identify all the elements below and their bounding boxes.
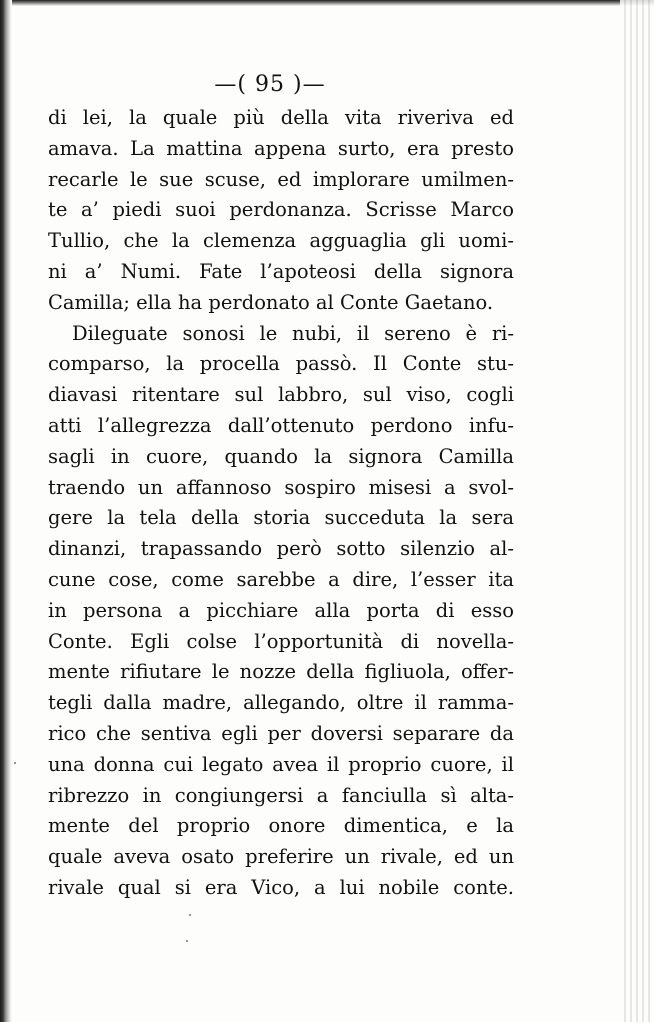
text-line: in persona a picchiare alla porta di esso bbox=[48, 598, 514, 622]
text-line: dinanzi, trapassando però sotto silenzio al- bbox=[48, 537, 514, 561]
text-line: atti l’allegrezza dall’ottenuto perdono infu- bbox=[48, 413, 514, 437]
text-line: mente rifiutare le nozze della figliuola, offer- bbox=[48, 660, 514, 684]
text-line: rico che sentiva egli per doversi separare da bbox=[48, 721, 514, 745]
text-line: rivale qual si era Vico, a lui nobile conte. bbox=[48, 875, 514, 899]
page-number-header: —( 95 )— bbox=[214, 72, 326, 97]
text-line: una donna cui legato avea il proprio cuore, il bbox=[48, 752, 514, 776]
text-line: te a’ piedi suoi perdonanza. Scrisse Marco bbox=[48, 198, 514, 222]
text-line: tegli dalla madre, allegando, oltre il ramma- bbox=[48, 691, 514, 715]
paper-speck bbox=[189, 914, 191, 916]
page-left-edge bbox=[0, 0, 12, 1022]
text-line: ribrezzo in congiungersi a fanciulla sì alta- bbox=[48, 783, 514, 807]
paper-speck bbox=[186, 940, 188, 942]
text-line: comparso, la procella passò. Il Conte stu- bbox=[48, 352, 514, 376]
text-line: traendo un affannoso sospiro misesi a svol- bbox=[48, 475, 514, 499]
text-line: sagli in cuore, quando la signora Camilla bbox=[48, 444, 514, 468]
page-right-edge bbox=[620, 0, 654, 1022]
text-line: ni a’ Numi. Fate l’apoteosi della signora bbox=[48, 259, 514, 283]
text-line: quale aveva osato preferire un rivale, ed un bbox=[48, 845, 514, 869]
body-text bbox=[48, 103, 514, 904]
text-line: gere la tela della storia succeduta la sera bbox=[48, 506, 514, 530]
text-line: amava. La mattina appena surto, era presto bbox=[48, 136, 514, 160]
paper-speck bbox=[14, 762, 16, 764]
text-line: cune cose, come sarebbe a dire, l’esser ita bbox=[48, 567, 514, 591]
text-line: Tullio, che la clemenza agguaglia gli uomi- bbox=[48, 229, 514, 253]
page-top-edge bbox=[0, 0, 654, 6]
text-line: di lei, la quale più della vita riveriva ed bbox=[48, 106, 514, 129]
text-line: Camilla; ella ha perdonato al Conte Gaetano. bbox=[48, 290, 494, 314]
text-line: diavasi ritentare sul labbro, sul viso, cogli bbox=[48, 383, 514, 407]
text-line: mente del proprio onore dimentica, e la bbox=[48, 814, 514, 838]
text-line: Conte. Egli colse l’opportunità di novella- bbox=[48, 629, 514, 653]
paragraph-start-line: Dileguate sonosi le nubi, il sereno è ri- bbox=[72, 321, 514, 345]
text-line: recarle le sue scuse, ed implorare umilmen- bbox=[48, 167, 514, 191]
